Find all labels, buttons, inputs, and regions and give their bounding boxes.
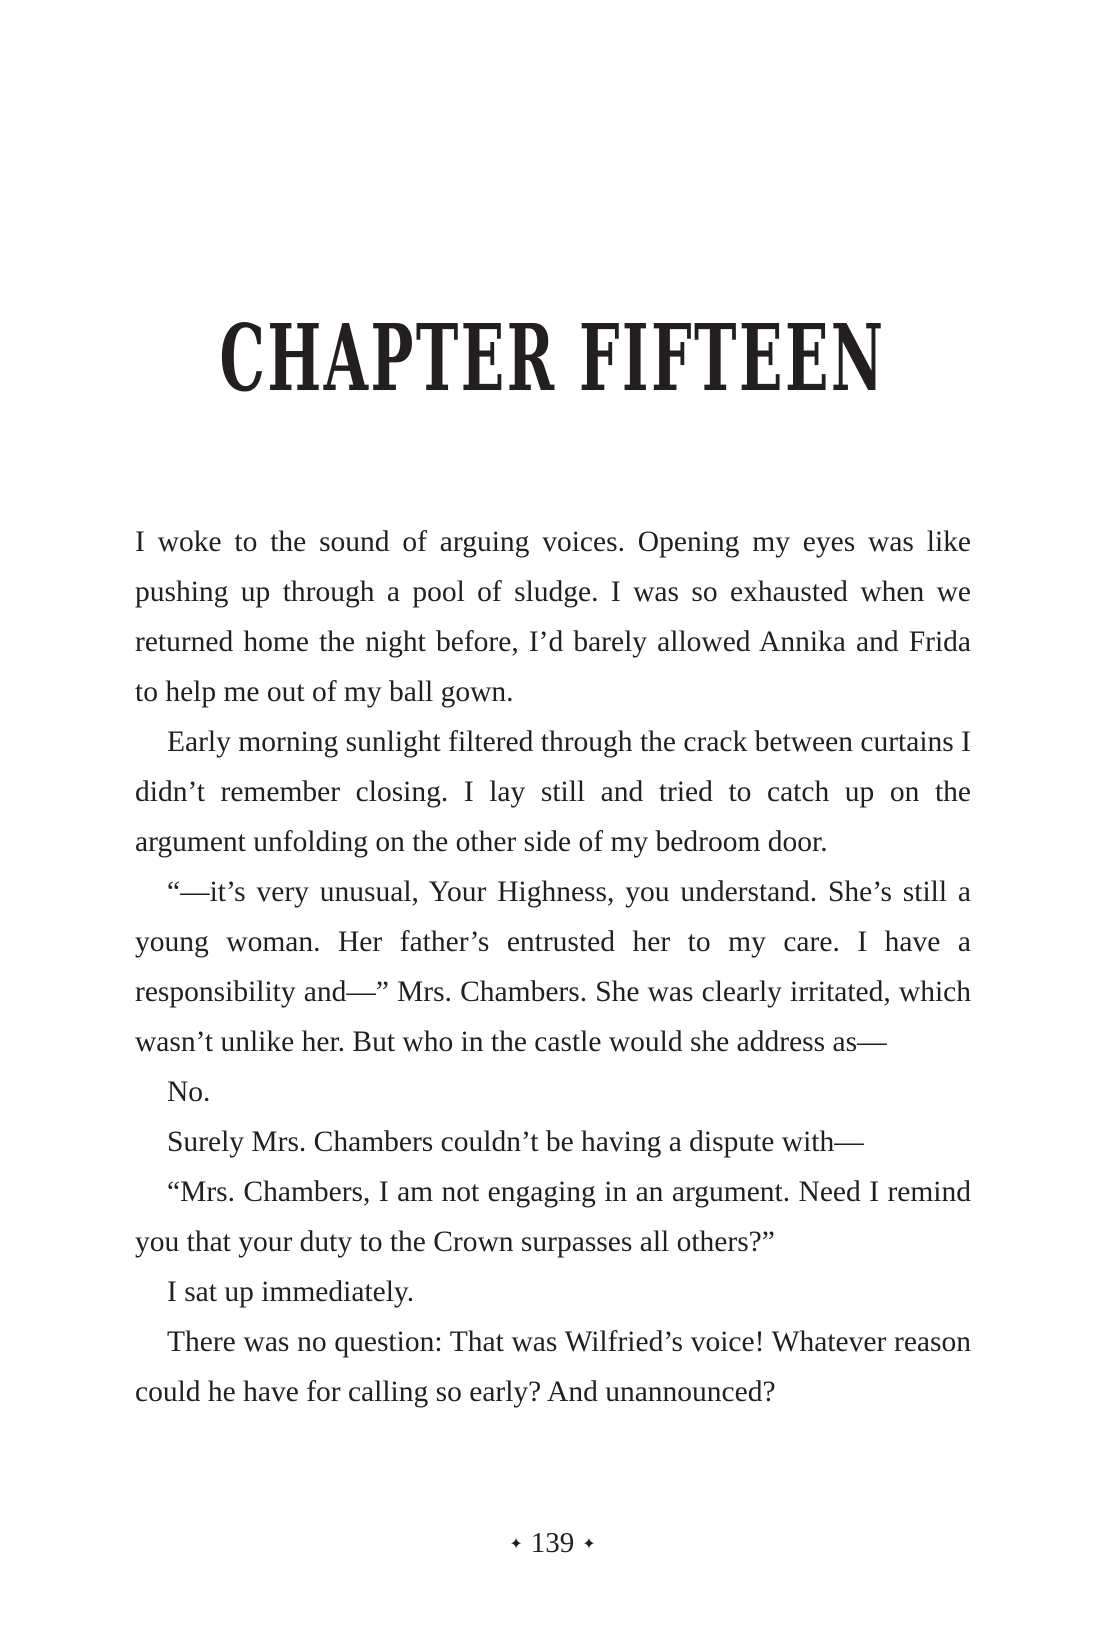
- paragraph: “—it’s very unusual, Your Highness, you understand. She’s still a young woman. Her father’s entrusted her to my care. I have a responsibility and—” Mrs. Chambers. She was clearly irritated, which wasn’t unlike her. But who in the castle would she address as—: [135, 876, 971, 1058]
- body-text: [135, 517, 971, 1417]
- paragraph: “Mrs. Chambers, I am not engaging in an argument. Need I remind you that your duty to the Crown surpasses all others?”: [135, 1176, 971, 1258]
- paragraph: Surely Mrs. Chambers couldn’t be having a dispute with—: [167, 1126, 864, 1158]
- paragraph: No.: [167, 1076, 211, 1108]
- ornament-left-icon: ✦: [509, 1536, 523, 1554]
- paragraph: Early morning sunlight filtered through the crack between curtains I didn’t remember closing. I lay still and tried to catch up on the argument unfolding on the other side of my bedroom door.: [135, 726, 971, 858]
- page-number: 139: [530, 1527, 575, 1559]
- paragraph: I woke to the sound of arguing voices. Opening my eyes was like pushing up through a pool of sludge. I was so exhausted when we returned home the night before, I’d barely allowed Annika and Frida to help me out of my ball gown.: [135, 526, 971, 708]
- paragraph: There was no question: That was Wilfried’s voice! Whatever reason could he have for calling so early? And unannounced?: [135, 1326, 971, 1408]
- ornament-right-icon: ✦: [582, 1536, 596, 1554]
- paragraph: I sat up immediately.: [167, 1276, 415, 1308]
- page-footer: [0, 1523, 1105, 1565]
- chapter-title: CHAPTER FIFTEEN: [219, 304, 886, 412]
